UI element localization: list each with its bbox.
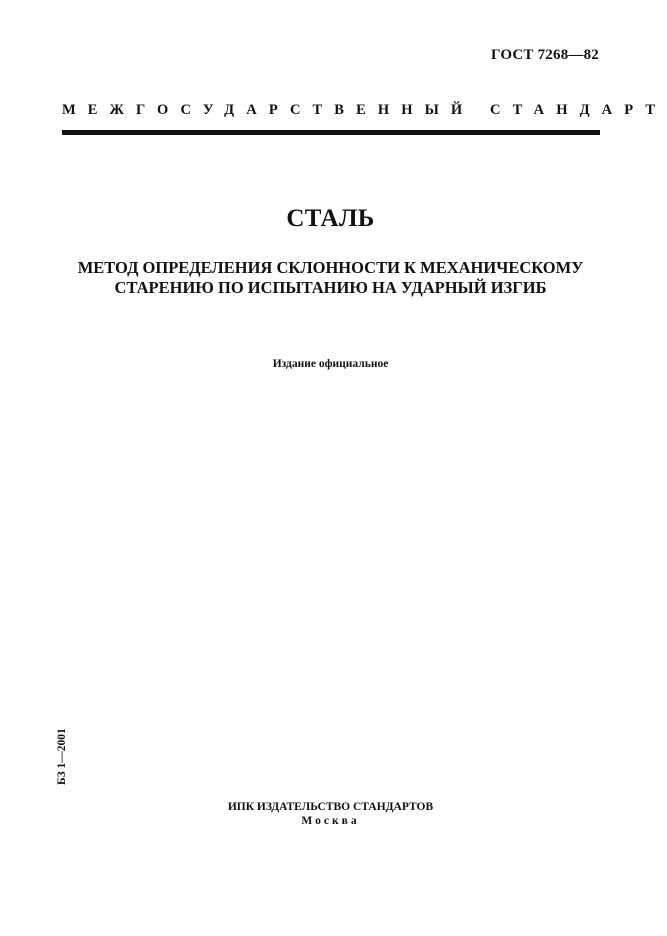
edition-note: Издание официальное	[272, 358, 389, 370]
publisher-name: ИПК ИЗДАТЕЛЬСТВО СТАНДАРТОВ	[227, 801, 434, 813]
document-subtitle	[40, 258, 621, 298]
subtitle-line-2: СТАРЕНИЮ ПО ИСПЫТАНИЮ НА УДАРНЫЙ ИЗГИБ	[114, 278, 547, 297]
publisher-block	[0, 800, 661, 828]
header-divider	[62, 130, 600, 135]
document-number: ГОСТ 7268—82	[490, 47, 599, 63]
document-title: СТАЛЬ	[286, 205, 375, 232]
subtitle-line-1: МЕТОД ОПРЕДЕЛЕНИЯ СКЛОННОСТИ К МЕХАНИЧЕСКОМУ	[77, 258, 584, 277]
standard-type-heading: МЕЖГОСУДАРСТВЕННЫЙ СТАНДАРТ	[62, 102, 667, 118]
side-catalog-code: БЗ 1—2001	[56, 728, 68, 785]
publisher-city: Москва	[301, 815, 360, 827]
